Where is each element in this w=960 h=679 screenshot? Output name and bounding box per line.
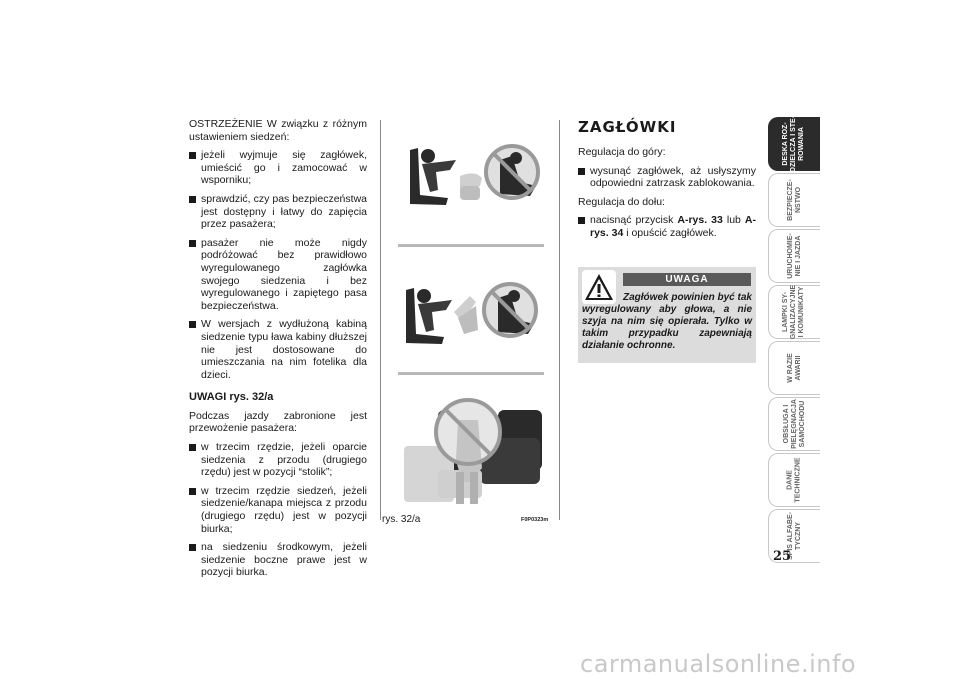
seat-illustration: [380, 120, 560, 520]
warning-intro: OSTRZEŻENIE W związku z różnym ustawieniem siedzeń:: [189, 118, 367, 143]
tab-emergency[interactable]: W RAZIE AWARII: [768, 341, 820, 395]
tab-dashboard-controls[interactable]: DESKA ROZ- DZIELCZA I STE- ROWANIA: [768, 117, 820, 171]
list-item: w trzecim rzędzie siedzeń, jeżeli siedzenie/kanapa miejsca z przodu (drugiego rzędu) jest w pozycji biurka;: [189, 485, 367, 535]
figure-caption: rys. 32/a: [382, 514, 421, 525]
tab-maintenance[interactable]: OBSŁUGA I PIELĘGNACJA SAMOCHODU: [768, 397, 820, 451]
uwagi-heading: UWAGI rys. 32/a: [189, 391, 274, 404]
warning-text: Zagłówek powinien być tak wyregulowany aby głowa, a nie szyja na nim się opierała. Tylko w takim przypadku zapewniają działanie ochronne.: [582, 292, 752, 351]
checkbox-bullet-icon: [189, 544, 196, 551]
figure-reference: A-rys. 33: [677, 214, 723, 227]
list-item: W wersjach z wydłużoną kabiną siedzenie typu ława kabiny dłuższej nie jest dostosowane do umieszczania na nim fotelika dla dzieci.: [189, 318, 367, 381]
adjust-down-label: Regulacja do dołu:: [578, 195, 665, 208]
adjust-down-list: [578, 214, 756, 239]
list-item: wysunąć zagłówek, aż usłyszymy odpowiedni zatrzask zablokowania.: [578, 165, 756, 190]
figure-32a: [380, 120, 560, 520]
panel-3-illustration: [404, 400, 542, 504]
list-item: jeżeli wyjmuje się zagłówek, umieścić go i zamocować w wsporniku;: [189, 149, 367, 187]
warning-title: UWAGA: [623, 273, 751, 286]
list-item: sprawdzić, czy pas bezpieczeństwa jest dostępny i łatwy do zapięcia przez pasażera;: [189, 193, 367, 231]
page-number: 25: [773, 549, 792, 564]
tab-technical-data[interactable]: DANE TECHNICZNE: [768, 453, 820, 507]
checkbox-bullet-icon: [189, 444, 196, 451]
warning-box: [578, 267, 756, 363]
adjust-up-label: Regulacja do góry:: [578, 146, 666, 158]
left-column: [189, 118, 367, 585]
checkbox-bullet-icon: [189, 196, 196, 203]
checkbox-bullet-icon: [578, 168, 585, 175]
panel-1-illustration: [410, 146, 538, 205]
tab-safety[interactable]: BEZPIECZE- ŃSTWO: [768, 173, 820, 227]
warning-bullet-list: [189, 149, 367, 381]
watermark: carmanualsonline.info: [580, 650, 857, 678]
checkbox-bullet-icon: [189, 240, 196, 247]
figure-code: F0P0323m: [521, 517, 549, 523]
uwagi-bullet-list: [189, 441, 367, 579]
checkbox-bullet-icon: [189, 321, 196, 328]
list-item: pasażer nie może nigdy podróżować bez prawidłowo wyregulowanego zagłówka swojego siedzenia i bez wyregulowanego i zapiętego pasa bezpieczeństwa.: [189, 237, 367, 313]
list-item: na siedzeniu środkowym, jeżeli siedzenie boczne prawe jest w pozycji biurka.: [189, 541, 367, 579]
section-title: ZAGŁÓWKI: [578, 118, 677, 136]
tab-index[interactable]: SPIS ALFABE- TYCZNY: [768, 509, 820, 563]
panel-2-illustration: [406, 284, 536, 344]
checkbox-bullet-icon: [189, 488, 196, 495]
tab-starting-driving[interactable]: URUCHOMIE- NIE I JAZDA: [768, 229, 820, 283]
tab-warning-lights[interactable]: LAMPKI SY- GNALIZACYJNE I KOMUNIKATY: [768, 285, 820, 339]
checkbox-bullet-icon: [189, 152, 196, 159]
list-item: nacisnąć przycisk A-rys. 33 lub A-rys. 34 i opuścić zagłówek.: [578, 214, 756, 239]
checkbox-bullet-icon: [578, 217, 585, 224]
right-column: [578, 118, 756, 246]
figure-reference: A-rys. 34: [590, 214, 756, 239]
list-item: w trzecim rzędzie, jeżeli oparcie siedzenia z przodu (drugiego rzędu) jest w pozycji “stolik”;: [189, 441, 367, 479]
adjust-up-list: [578, 165, 756, 190]
uwagi-intro: Podczas jazdy zabronione jest przewożenie pasażera:: [189, 409, 367, 435]
